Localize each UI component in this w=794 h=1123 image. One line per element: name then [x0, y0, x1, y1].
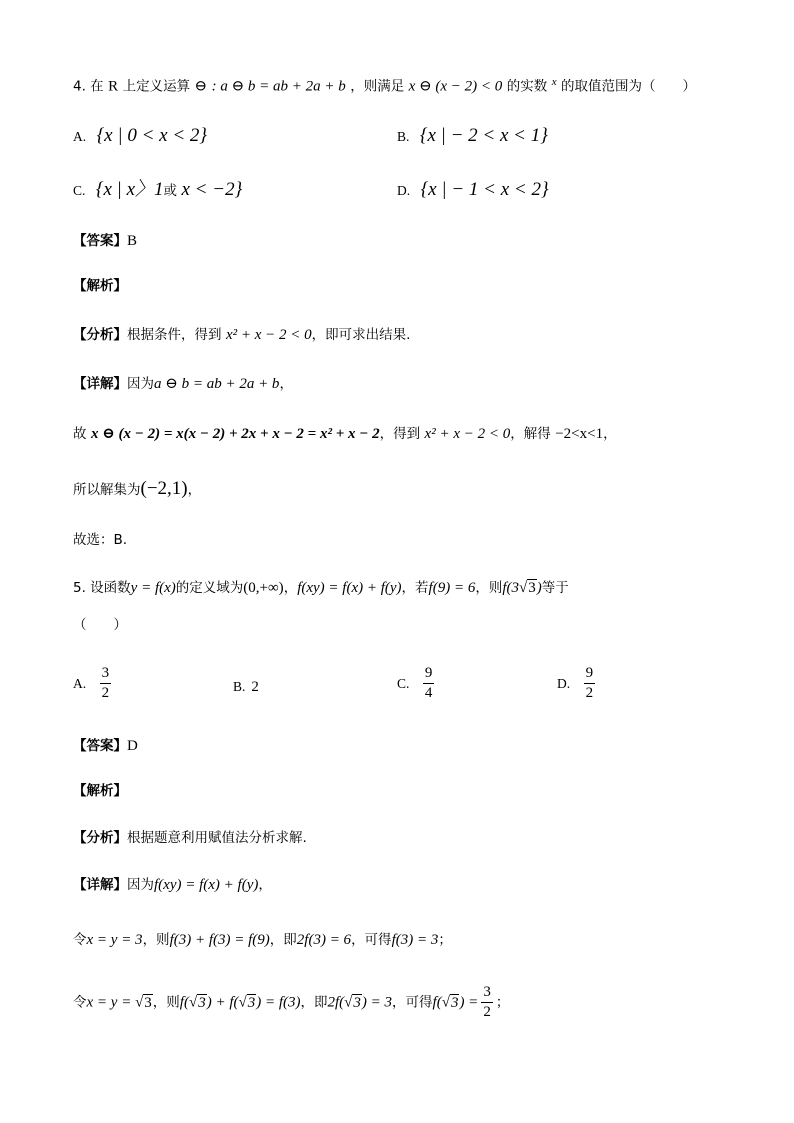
q5-function: y = f(x) — [130, 580, 176, 596]
q5-paren — [73, 615, 127, 635]
q5-xiangjie-3 — [73, 985, 509, 1020]
q4-option-c — [73, 180, 242, 201]
q4-xiangjie-3 — [73, 479, 201, 500]
q5-xj2-t1: ，则 — [142, 932, 170, 948]
q5-xj2-m2: f(3) + f(3) = f(9) — [169, 932, 270, 948]
q4-xj3-text: 所以解集为 — [73, 482, 141, 498]
q5-stem-mid: 的定义域为 — [175, 580, 244, 596]
q5-xj3-fraction — [481, 985, 493, 1020]
q5-stem-prefix: 5. 设函数 — [73, 580, 131, 596]
q5-xiangjie-1 — [73, 875, 272, 895]
q5-option-b — [233, 677, 259, 697]
q4-answer-value: B — [127, 233, 138, 249]
q4-set-R: R — [108, 78, 119, 95]
q4-option-b-text: {x | − 2 < x < 1} — [419, 125, 548, 146]
q5-stem — [73, 578, 569, 598]
q5-fenxi-tag: 【分析】 — [73, 830, 127, 846]
q5-xj3-radicand-3: 3 — [247, 994, 256, 1011]
q4-def: : a ⊖ b = ab + 2a + b — [211, 78, 346, 95]
q4-answer-tag: 【答案】 — [73, 233, 127, 249]
q4-option-d — [397, 180, 549, 201]
q5-xj3-eq-a: f(√3) + f(√3) = f(3) — [179, 994, 301, 1011]
q5-xj3-sqrt-2: √3 — [188, 994, 206, 1011]
q5-xj1-text: 因为 — [127, 877, 154, 893]
q4-stem-after: ，则满足 — [350, 78, 405, 95]
q4-stem-mid: 上定义运算 — [122, 78, 191, 95]
q4-option-c-or: 或 — [163, 183, 178, 199]
q4-xj2-mid: ，得到 — [379, 426, 421, 442]
q4-xj1-end: ， — [279, 376, 293, 392]
q4-option-c-text-post: x < −2} — [181, 179, 243, 200]
q4-option-d-label: D. — [397, 183, 411, 198]
q5-sep: ， — [283, 580, 298, 596]
q5-xj3-sqrt-3: √3 — [238, 994, 256, 1011]
q4-xj2-mid2: ，解得 — [510, 426, 551, 442]
q5-xiangjie-2 — [73, 930, 452, 950]
q5-option-d-label: D. — [557, 675, 571, 691]
q4-xj2-pre: 故 — [73, 426, 87, 442]
q5-xj3-t2: ，即 — [300, 994, 328, 1011]
q5-domain: (0,+∞) — [243, 580, 284, 596]
q5-xj1-math: f(xy) = f(x) + f(y) — [154, 877, 259, 893]
q4-xiangjie-1 — [73, 374, 293, 394]
q4-cond: x ⊖ (x − 2) < 0 — [408, 78, 503, 95]
q5-analysis-heading — [73, 781, 127, 801]
q4-analysis-heading — [73, 276, 127, 296]
q5-eq2: f(9) = 6 — [428, 580, 476, 596]
q4-option-c-text-pre: {x | x〉1 — [95, 179, 164, 200]
q4-answer — [73, 231, 137, 251]
q5-option-b-label: B. — [233, 679, 246, 694]
q5-option-c-fraction — [423, 666, 435, 701]
q4-option-c-label: C. — [73, 183, 86, 198]
q5-xj2-t2: ，即 — [269, 932, 297, 948]
q4-fenxi-text1: 根据条件，得到 — [127, 327, 222, 343]
q5-xj3-sqrt-1: √3 — [135, 994, 152, 1011]
q4-xj2-math: x ⊖ (x − 2) = x(x − 2) + 2x + x − 2 = x² + x − 2 — [90, 426, 380, 442]
q5-xj3-eq-c: f(√3) = — [432, 994, 479, 1011]
q5-xj2-m1: x = y = 3 — [86, 932, 143, 948]
q5-xj1-end: ， — [258, 877, 272, 893]
q4-op: ⊖ — [194, 78, 208, 95]
q4-conclusion-text: 故选：B. — [73, 532, 128, 548]
q5-option-b-text: 2 — [251, 679, 259, 695]
q5-xj3-radicand-4: 3 — [353, 994, 361, 1011]
q5-xj2-end: ； — [438, 932, 452, 948]
q4-fenxi-math: x² + x − 2 < 0 — [225, 327, 312, 343]
q4-xj1-math: a ⊖ b = ab + 2a + b — [154, 376, 280, 392]
q5-option-a — [73, 666, 114, 701]
q5-option-d-den: 2 — [585, 685, 594, 701]
q5-xj3-sqrt-5: √3 — [441, 994, 459, 1011]
q5-xj3-sqrt-4: √3 — [344, 994, 361, 1011]
q4-stem-end: 的取值范围为（ ） — [561, 78, 697, 95]
q4-xiangjie-2 — [73, 424, 617, 444]
q5-option-a-den: 2 — [101, 685, 110, 701]
q5-answer-tag: 【答案】 — [73, 738, 127, 754]
q4-option-a-label: A. — [73, 129, 87, 144]
q5-xj3-t3: ，可得 — [392, 994, 433, 1011]
q5-ask-pre: f(3 — [502, 580, 519, 596]
q5-xj2-t3: ，可得 — [351, 932, 392, 948]
q5-option-a-num: 3 — [100, 666, 112, 684]
q4-stem-prefix: 4. 在 — [73, 78, 104, 95]
q4-stem — [73, 72, 696, 97]
q5-ask-radicand: 3 — [528, 580, 536, 596]
q5-xj2-pre: 令 — [73, 932, 87, 948]
q5-stem-if: ，若 — [401, 580, 429, 596]
q5-xj3-radicand-5: 3 — [450, 994, 459, 1011]
q5-xj3-t1: ，则 — [152, 994, 180, 1011]
q4-stem-after2: 的实数 — [506, 78, 548, 95]
q4-x: x — [551, 76, 557, 88]
q4-option-b — [397, 126, 548, 147]
q5-stem-end: 等于 — [541, 580, 569, 596]
q4-analysis-tag: 【解析】 — [73, 278, 127, 294]
q4-option-a — [73, 126, 207, 147]
q5-paren-text: （ ） — [73, 617, 127, 633]
q5-option-d-fraction — [584, 666, 596, 701]
q5-option-c — [397, 666, 437, 701]
q5-answer — [73, 736, 138, 756]
q5-xj2-m4: f(3) = 3 — [391, 932, 439, 948]
q5-fenxi-text: 根据题意利用赋值法分析求解. — [127, 830, 307, 846]
q4-xj2-math2: x² + x − 2 < 0 — [424, 426, 511, 442]
q5-option-a-label: A. — [73, 675, 87, 691]
q5-xiangjie-tag: 【详解】 — [73, 877, 127, 893]
q5-option-c-num: 9 — [423, 666, 435, 684]
q4-xj2-solution: −2<x<1 — [555, 426, 604, 442]
q5-stem-then: ，则 — [475, 580, 503, 596]
q4-xj3-end: ， — [187, 482, 202, 498]
q5-option-d — [557, 666, 598, 701]
q4-fenxi-text2: ，即可求出结果. — [311, 327, 411, 343]
q4-xiangjie-tag: 【详解】 — [73, 376, 127, 392]
q5-option-a-fraction — [100, 666, 112, 701]
q5-eq1: f(xy) = f(x) + f(y) — [297, 580, 402, 596]
q5-analysis-tag: 【解析】 — [73, 783, 127, 799]
q5-xj3-m1: x = y = — [86, 994, 136, 1011]
q4-option-a-text: {x | 0 < x < 2} — [96, 125, 208, 146]
q5-xj3-pre: 令 — [73, 994, 87, 1011]
q5-xj3-radicand-1: 3 — [144, 994, 152, 1011]
q4-fenxi-tag: 【分析】 — [73, 327, 127, 343]
q4-xj3-math: (−2,1) — [140, 478, 188, 499]
q4-xj2-end: ， — [603, 426, 617, 442]
q4-option-d-text: {x | − 1 < x < 2} — [420, 179, 549, 200]
q5-xj3-eq-b: 2f(√3) = 3 — [327, 994, 393, 1011]
q5-xj3-radicand-2: 3 — [198, 994, 206, 1011]
q4-xj1-text: 因为 — [127, 376, 154, 392]
q4-conclusion — [73, 530, 127, 550]
q5-answer-value: D — [127, 738, 138, 754]
q5-option-c-den: 4 — [424, 685, 433, 701]
q5-xj3-end: ； — [495, 994, 510, 1011]
q5-ask-post: ) — [536, 580, 542, 596]
q5-ask-sqrt: √3 — [519, 580, 536, 596]
q5-xj3-den: 2 — [483, 1004, 491, 1020]
q5-xj3-num: 3 — [481, 985, 493, 1003]
q5-option-d-num: 9 — [584, 666, 596, 684]
q4-option-b-label: B. — [397, 129, 410, 144]
q4-fenxi — [73, 325, 410, 345]
q5-option-c-label: C. — [397, 675, 410, 691]
q5-fenxi — [73, 828, 307, 848]
q5-xj2-m3: 2f(3) = 6 — [296, 932, 352, 948]
